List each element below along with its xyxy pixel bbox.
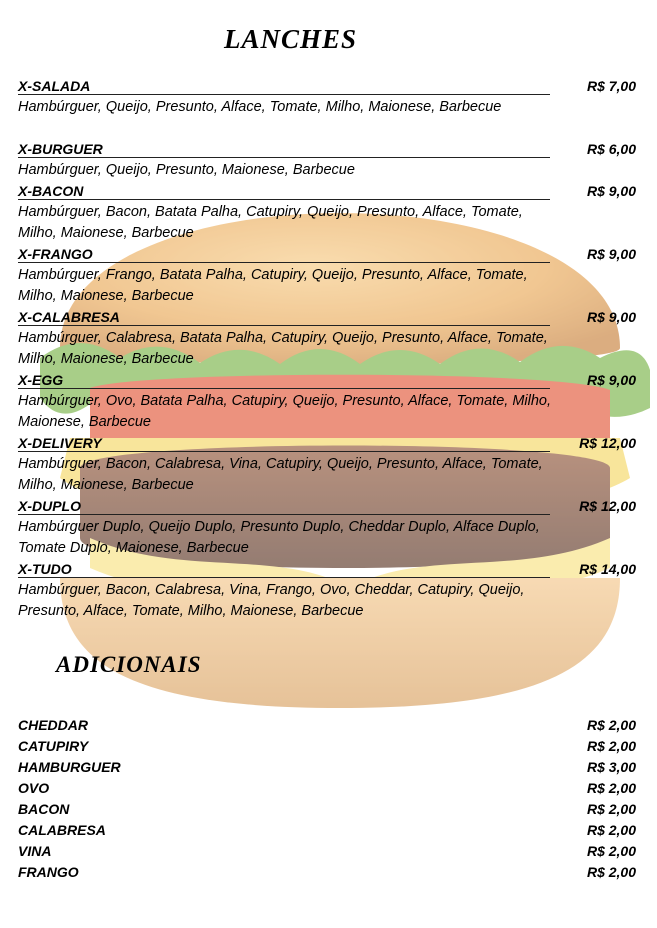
item-description: Hambúrguer, Bacon, Calabresa, Vina, Frango, Ovo, Cheddar, Catupiry, Queijo, Presunto, Alface, Tomate, Milho, Maionese, Barbecue	[18, 582, 525, 619]
addon-price: R$ 2,00	[586, 843, 636, 859]
addon-row	[18, 862, 642, 883]
item-price: R$ 12,00	[579, 498, 636, 514]
item-description: Hambúrguer, Bacon, Calabresa, Vina, Catupiry, Queijo, Presunto, Alface, Tomate, Milho, Maionese, Barbecue	[18, 456, 543, 493]
addon-name: CATUPIRY	[18, 738, 89, 754]
item-price: R$ 9,00	[586, 309, 636, 325]
addon-row	[18, 736, 642, 757]
item-description: Hambúrguer, Frango, Batata Palha, Catupiry, Queijo, Presunto, Alface, Tomate, Milho, Maionese, Barbecue	[18, 267, 528, 304]
lanches-list	[18, 76, 642, 622]
item-description: Hambúrguer, Calabresa, Batata Palha, Catupiry, Queijo, Presunto, Alface, Tomate, Milho, Maionese, Barbecue	[18, 330, 548, 367]
item-price: R$ 9,00	[586, 246, 636, 262]
dotted-leader-line	[18, 262, 550, 263]
item-description: Hambúrguer, Queijo, Presunto, Alface, Tomate, Milho, Maionese, Barbecue	[18, 99, 502, 115]
addon-row	[18, 841, 642, 862]
menu-item	[18, 496, 642, 559]
menu-item	[18, 181, 642, 244]
dotted-leader-line	[18, 94, 550, 95]
item-description: Hambúrguer Duplo, Queijo Duplo, Presunto Duplo, Cheddar Duplo, Alface Duplo, Tomate Duplo, Maionese, Barbecue	[18, 519, 540, 556]
item-price: R$ 6,00	[586, 141, 636, 157]
addon-row	[18, 820, 642, 841]
addon-price: R$ 2,00	[586, 864, 636, 880]
addon-name: CHEDDAR	[18, 717, 88, 733]
menu-item	[18, 433, 642, 496]
addon-row	[18, 799, 642, 820]
addon-price: R$ 2,00	[586, 822, 636, 838]
addon-name: HAMBURGUER	[18, 759, 121, 775]
addon-price: R$ 2,00	[586, 738, 636, 754]
item-name: X-FRANGO	[18, 246, 93, 262]
item-price: R$ 12,00	[579, 435, 636, 451]
item-name: X-EGG	[18, 372, 64, 388]
item-description: Hambúrguer, Queijo, Presunto, Maionese, Barbecue	[18, 162, 355, 178]
menu-item	[18, 139, 642, 181]
menu-item	[18, 244, 642, 307]
menu-title: LANCHES	[224, 24, 358, 54]
addon-price: R$ 2,00	[586, 801, 636, 817]
item-name: X-TUDO	[18, 561, 72, 577]
item-name: X-DELIVERY	[18, 435, 102, 451]
item-price: R$ 9,00	[586, 183, 636, 199]
addon-price: R$ 3,00	[586, 759, 636, 775]
item-price: R$ 9,00	[586, 372, 636, 388]
addon-row	[18, 778, 642, 799]
item-description: Hambúrguer, Bacon, Batata Palha, Catupiry, Queijo, Presunto, Alface, Tomate, Milho, Maionese, Barbecue	[18, 204, 523, 241]
addon-row	[18, 757, 642, 778]
addons-list	[18, 715, 642, 883]
addon-row	[18, 715, 642, 736]
item-name: X-DUPLO	[18, 498, 81, 514]
menu-item	[18, 370, 642, 433]
item-name: X-BURGUER	[18, 141, 103, 157]
addon-price: R$ 2,00	[586, 717, 636, 733]
menu-item	[18, 76, 642, 139]
item-price: R$ 7,00	[586, 78, 636, 94]
addon-price: R$ 2,00	[586, 780, 636, 796]
item-name: X-CALABRESA	[18, 309, 120, 325]
addon-name: VINA	[18, 843, 52, 859]
item-price: R$ 14,00	[579, 561, 636, 577]
addon-name: BACON	[18, 801, 70, 817]
item-description: Hambúrguer, Ovo, Batata Palha, Catupiry, Queijo, Presunto, Alface, Tomate, Milho, Maionese, Barbecue	[18, 393, 552, 430]
item-name: X-BACON	[18, 183, 84, 199]
addon-name: OVO	[18, 780, 50, 796]
addon-name: FRANGO	[18, 864, 79, 880]
addons-title: ADICIONAIS	[56, 652, 202, 677]
dotted-leader-line	[18, 514, 550, 515]
addon-name: CALABRESA	[18, 822, 106, 838]
dotted-leader-line	[18, 388, 550, 389]
dotted-leader-line	[18, 577, 550, 578]
dotted-leader-line	[18, 199, 550, 200]
item-name: X-SALADA	[18, 78, 91, 94]
menu-item	[18, 307, 642, 370]
menu-item	[18, 559, 642, 622]
